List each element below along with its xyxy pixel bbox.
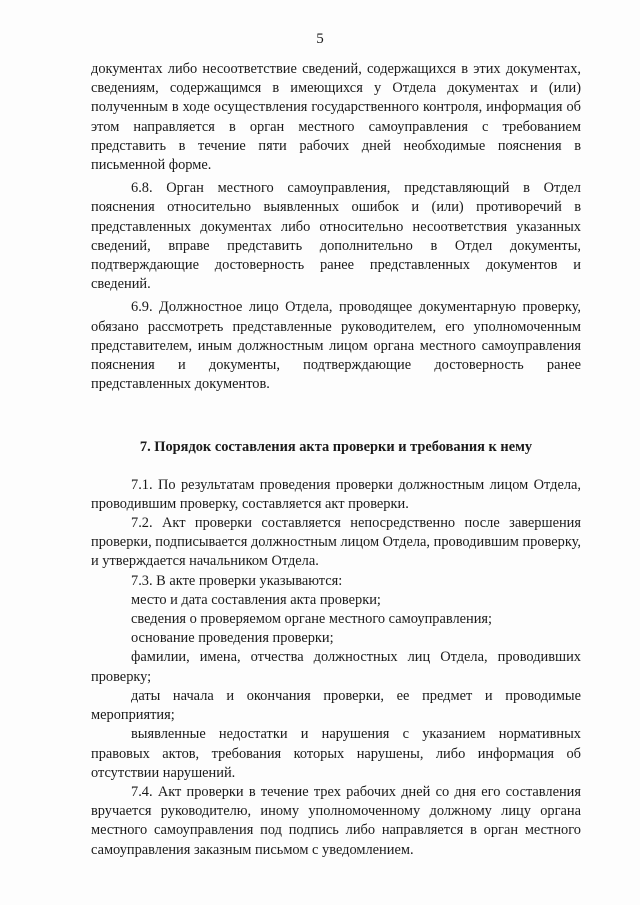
list-item: основание проведения проверки;	[131, 630, 334, 647]
paragraph-7-1: 7.1. По результатам проведения проверки должностным лицом Отдела, проводившим проверку, составляется акт проверки.	[91, 476, 581, 512]
paragraph-6-8: 6.8. Орган местного самоуправления, представляющий в Отдел пояснения относительно выявленных ошибок и (или) противоречий в представленных документах либо относительно несоответствия указанных сведений, вправе представить дополнительно в Отдел документы, подтверждающие достоверность ранее представленных документов и сведений.	[91, 180, 581, 293]
list-item: даты начала и окончания проверки, ее предмет и проводимые мероприятия;	[91, 687, 581, 724]
list-item: место и дата составления акта проверки;	[131, 591, 381, 608]
paragraph-continuation: документах либо несоответствие сведений, содержащихся в этих документах, сведениям, содержащимся в имеющихся у Отдела документах и (или) полученным в ходе осуществления государственного контроля, информация об этом направляется в орган местного самоуправления с требованием представить в течение пяти рабочих дней необходимые пояснения в письменной форме.	[91, 61, 581, 174]
document-body	[91, 60, 581, 860]
paragraph-7-4: 7.4. Акт проверки в течение трех рабочих дней со дня его составления вручается руководителю, иному уполномоченному должному лицу органа местного самоуправления под подпись либо направляется в орган местного самоуправления заказным письмом с уведомлением.	[91, 783, 581, 858]
list-item: сведения о проверяемом органе местного самоуправления;	[131, 611, 493, 628]
paragraph-7-2: 7.2. Акт проверки составляется непосредственно после завершения проверки, подписывается должностным лицом Отдела, проводившим проверку, и утверждается начальником Отдела.	[91, 515, 582, 570]
paragraph-7-3: 7.3. В акте проверки указываются:	[131, 572, 343, 589]
paragraph-6-9: 6.9. Должностное лицо Отдела, проводящее документарную проверку, обязано рассмотреть представленные руководителем, его уполномоченным представителем, иным должностным лицом органа местного самоуправления пояснения и документы, подтверждающие достоверность ранее представленных документов.	[91, 299, 581, 393]
page-number: 5	[316, 31, 324, 47]
list-item: фамилии, имена, отчества должностных лиц Отдела, проводивших проверку;	[91, 649, 581, 685]
section-7-heading: 7. Порядок составления акта проверки и требования к нему	[139, 439, 533, 456]
list-item: выявленные недостатки и нарушения с указанием нормативных правовых актов, требования которых нарушены, либо информация об отсутствии нарушений.	[91, 726, 581, 781]
